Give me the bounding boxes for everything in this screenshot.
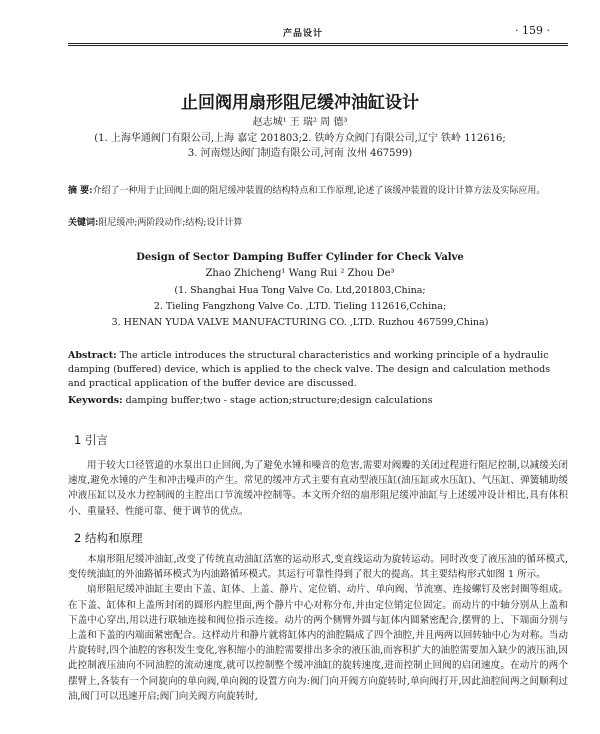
authors-en: Zhao Zhicheng¹ Wang Rui ² Zhou De³	[205, 268, 395, 279]
section-heading: 2 结构和原理	[74, 531, 143, 545]
page-number: · 159 ·	[515, 24, 550, 37]
paper-title-cn: 止回阀用扇形阻尼缓冲油缸设计	[181, 93, 419, 113]
paper-title-en: Design of Sector Damping Buffer Cylinder for Check Valve	[136, 252, 464, 263]
header-rule	[68, 43, 568, 46]
paragraph: 扇形阻尼缓冲油缸主要由下盖、缸体、上盖、静片、定位销、动片、单向阀、节流塞、连接螺钉及密封圈等组成。在下盖、缸体和上盖所封闭的圆形内腔里面,两个静片中心对称分布,并由定位销定位固定。而动片的中轴分别从上盖和下盖中心穿出,用以进行联轴连接和阀位指示连接。动片的两个侧臂外圆与缸体内圆紧密配合,摆臂的上、下端面分别与上盖和下盖的内端面紧密配合。这样动片和静片就将缸体内的油腔隔成了四个油腔,并且两两以回转轴中心为对称。当动片旋转时,四个油腔的容积发生变化,容积缩小的油腔需要排出多余的液压油,而容积扩大的油腔需要加入缺少的液压油,因此控制液压油向不同油腔的流动速度,就可以控制整个缓冲油缸的旋转速度,进而控制止回阀的启闭速度。在动片的两个摆臂上,各装有一个同旋向的单向阀,单向阀的设置方向为:阀门向开阀方向旋转时,单向阀打开,因此油腔间两之间顺利过油,阀门可以迅速开启;阀门向关阀方向旋转时,	[68, 584, 568, 702]
authors-cn: 赵志城¹ 王 瑞² 周 德³	[252, 117, 348, 128]
abstract-cn-text: 介绍了一种用于止回阀上面的阻尼缓冲装置的结构特点和工作原理,论述了该缓冲装置的设计计算方法及实际应用。	[92, 186, 546, 196]
affiliation-en-line: 2. Tieling Fangzhong Valve Co. ,LTD. Tieling 112616,Cchina;	[153, 301, 447, 312]
abstract-cn-label: 摘 要:	[68, 186, 93, 196]
keywords-en	[68, 394, 568, 408]
running-header-section: 产品设计	[283, 29, 324, 39]
keywords-en-label: Keywords:	[68, 395, 123, 406]
abstract-en	[68, 349, 568, 391]
affiliation-en-line: 3. HENAN YUDA VALVE MANUFACTURING CO. ,LTD. Ruzhou 467599,China)	[111, 317, 489, 328]
abstract-en-text: The article introduces the structural characteristics and working principle of a hydraulic damping (buffered) device, which is applied to the check valve. The design and calculation methods and practical application of the buffer device are discussed.	[68, 350, 551, 389]
keywords-cn-text: 阻尼缓冲;两阶段动作;结构;设计计算	[98, 218, 243, 228]
keywords-cn-label: 关键词:	[68, 218, 99, 228]
keywords-cn	[68, 216, 568, 231]
paragraph: 用于较大口径管道的水泵出口止回阀,为了避免水锤和噪音的危害,需要对阀瓣的关闭过程进行阻尼控制,以减缓关闭速度,避免水锤的产生和冲击噪声的产生。常见的缓冲方式主要有直动型液压缸(油压缸或水压缸)、气压缸、弹簧辅助缓冲液压缸以及水力控制阀的主腔出口节流缓冲控制等。本文所介绍的扇形阻尼缓冲油缸与上述缓冲设计相比,具有体积小、重量轻、性能可靠、便于调节的优点。	[68, 460, 568, 517]
keywords-en-text: damping buffer;two - stage action;structure;design calculations	[125, 395, 433, 406]
section-heading: 1 引言	[74, 433, 108, 447]
abstract-en-label: Abstract:	[68, 350, 117, 361]
section-body	[68, 552, 568, 704]
abstract-cn	[68, 184, 568, 199]
affiliation-cn-line: (1. 上海华通阀门有限公司,上海 嘉定 201803;2. 铁岭方众阀门有限公司,辽宁 铁岭 112616;	[94, 133, 506, 144]
section-body	[68, 458, 568, 519]
affiliation-cn-line: 3. 河南煜达阀门制造有限公司,河南 汝州 467599)	[187, 148, 413, 159]
paragraph: 本扇形阻尼缓冲油缸,改变了传统直动油缸活塞的运动形式,变直线运动为旋转运动。同时改变了液压油的循环模式,变传统油缸的外油路循环模式为内油路循环模式。其运行可靠性得到了很大的提高。其主要结构形式如图 1 所示。	[68, 554, 568, 581]
affiliation-en-line: (1. Shanghai Hua Tong Valve Co. Ltd,201803,China;	[174, 285, 426, 296]
